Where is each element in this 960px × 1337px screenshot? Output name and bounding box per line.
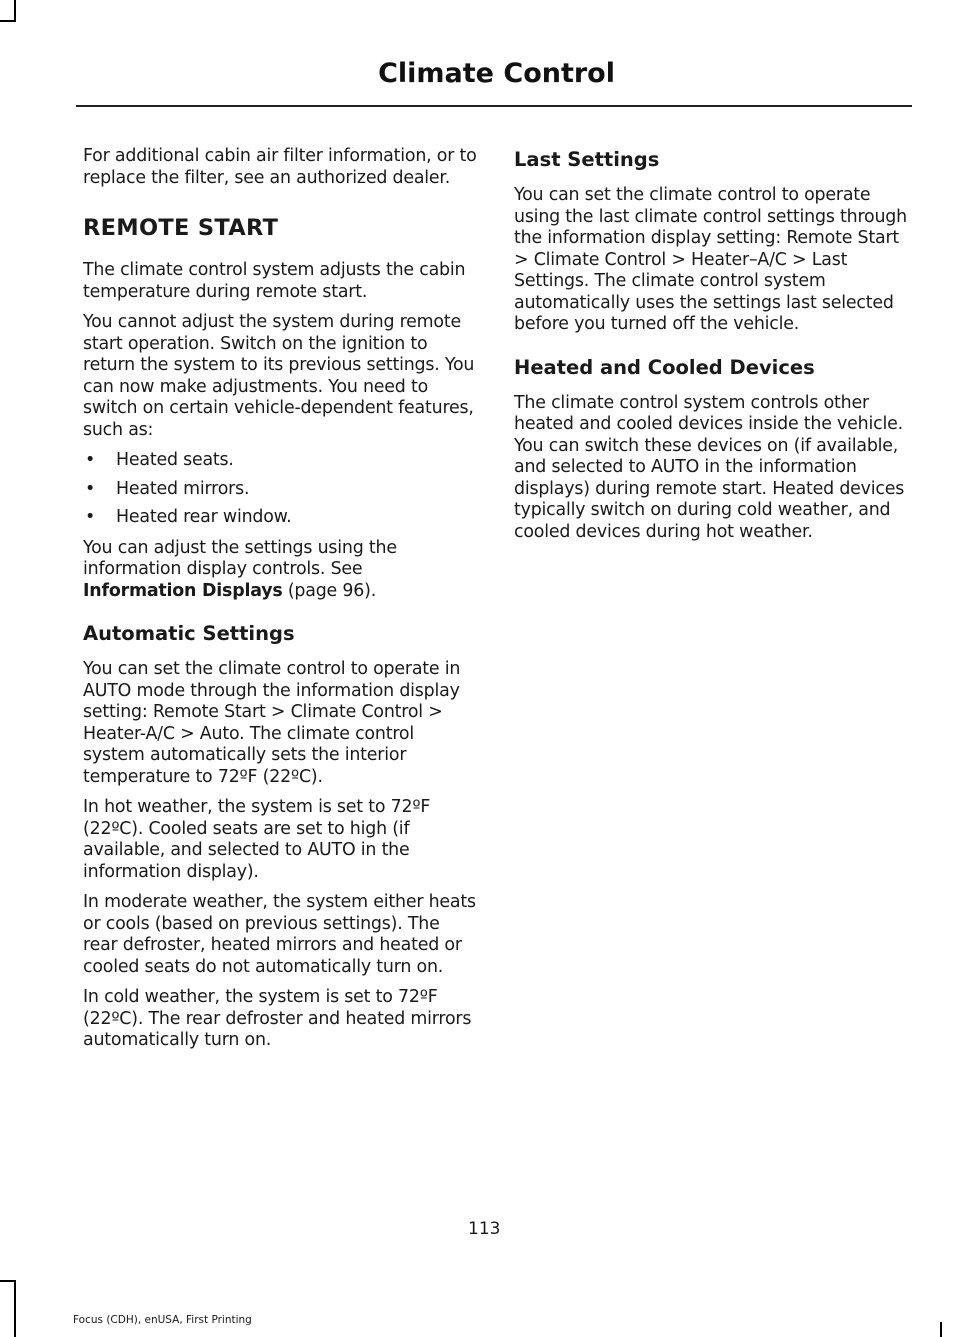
edition-footer: Focus (CDH), enUSA, First Printing xyxy=(73,1314,252,1326)
remote-start-paragraph-3 xyxy=(83,538,479,603)
crop-mark-bottom-left xyxy=(14,1280,16,1337)
remote-start-heading: REMOTE START xyxy=(83,215,279,241)
information-displays-link[interactable]: Information Displays xyxy=(83,580,283,601)
heated-cooled-devices-paragraph: The climate control system controls other heated and cooled devices inside the vehicle. You can switch these devices on (if available, and selected to AUTO in the information displays) during remote start. Heated devices typically switch on during cold weather, and cooled devices during hot weather. xyxy=(514,392,905,542)
list-item xyxy=(83,507,479,529)
heated-cooled-devices-heading: Heated and Cooled Devices xyxy=(514,355,815,379)
automatic-settings-paragraph-4: In cold weather, the system is set to 72ºF (22ºC). The rear defroster and heated mirrors automatically turn on. xyxy=(83,987,472,1050)
paragraph-text: You can adjust the settings using the information display controls. See xyxy=(83,537,397,579)
crop-mark-top-left xyxy=(14,0,16,22)
automatic-settings-paragraph-3: In moderate weather, the system either heats or cools (based on previous settings). The rear defroster, heated mirrors and heated or cooled seats do not automatically turn on. xyxy=(83,892,476,977)
list-item xyxy=(83,450,479,472)
automatic-settings-paragraph-2: In hot weather, the system is set to 72ºF (22ºC). Cooled seats are set to high (if available, and selected to AUTO in the information display). xyxy=(83,797,431,882)
automatic-settings-paragraph-1: You can set the climate control to operate in AUTO mode through the information display setting: Remote Start > Climate Control > Heater-A/C > Auto. The climate control system automatically sets the interior temperature to 72ºF (22ºC). xyxy=(83,659,461,787)
bullet: • xyxy=(85,507,96,527)
list-item-text: Heated seats. xyxy=(116,450,234,470)
intro-paragraph: For additional cabin air filter information, or to replace the filter, see an authorized dealer. xyxy=(83,146,477,188)
automatic-settings-heading: Automatic Settings xyxy=(83,622,295,645)
bullet: • xyxy=(85,478,96,499)
list-item xyxy=(83,479,479,501)
list-item-text: Heated rear window. xyxy=(116,507,292,527)
last-settings-paragraph: You can set the climate control to operate using the last climate control settings through the information display setting: Remote Start > Climate Control > Heater–A/C > Last Settings. The climate control system automatically uses the settings last selected before you turned off the vehicle. xyxy=(514,185,907,334)
remote-start-paragraph-1: The climate control system adjusts the cabin temperature during remote start. xyxy=(83,260,466,302)
last-settings-heading: Last Settings xyxy=(514,148,660,171)
remote-start-paragraph-2: You cannot adjust the system during remote start operation. Switch on the ignition to return the system to its previous settings. You can now make adjustments. You need to switch on certain vehicle-dependent features, such as: xyxy=(83,312,475,440)
right-column xyxy=(514,146,912,552)
page-number: 113 xyxy=(468,1219,501,1239)
bullet: • xyxy=(85,450,96,470)
left-column xyxy=(83,146,479,1061)
list-item-text: Heated mirrors. xyxy=(116,478,250,499)
features-list xyxy=(83,450,479,529)
crop-mark-bottom-right xyxy=(940,1322,942,1337)
header-divider xyxy=(76,105,912,107)
crop-mark-top-left-horizontal xyxy=(0,20,16,22)
page-header-title: Climate Control xyxy=(378,58,615,89)
page-reference: (page 96). xyxy=(282,580,377,601)
crop-mark-bottom-left-horizontal xyxy=(0,1280,16,1282)
